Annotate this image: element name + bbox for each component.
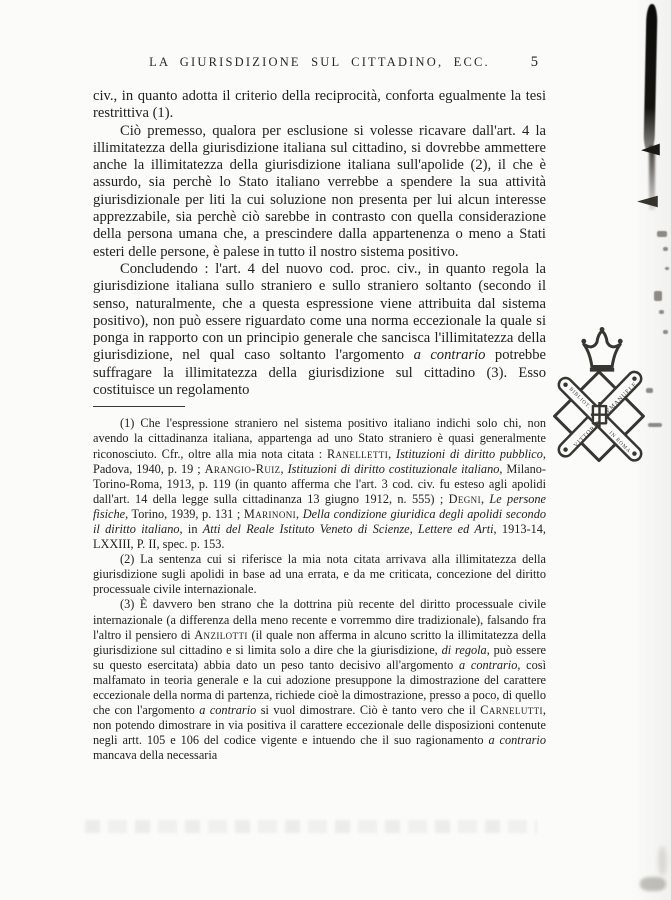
page-number: 5 [530,54,538,70]
stamp-text-left-edge: BIBLIOT. [567,386,592,411]
footnote-3: (3) È davvero ben strano che la dottrina più recente del diritto processuale civile internazionale (a differenza della meno recente e vorremmo dire tradizionale), falsando fra l'altro il pensiero di Anzilotti (il quale non afferma in alcuno scritto la illimitatezza della giurisdizione sul cittadino e si limita solo a dire che la giurisdizione, di regola, può essere su questo esercitata) abbia dato un peso tanto decisivo all'argomento a contrario, così malfamato in teoria generale e la cui adozione presuppone la dimostrazione del carattere eccezionale della norma di partenza, richiede cioè la dimostrazione, presso a poco, di quello che con l'argomento a contrario si vuol dimostrare. Ciò è tanto vero che il Carnelutti, non potendo dimostrare in via positiva il carattere eccezionale delle disposizioni contenute negli artt. 105 e 106 del codice vigente e intuendo che il suo ragionamento a contrario mancava della necessaria [93,597,546,763]
stamp-crown-icon [581,327,622,370]
bleed-through-text [85,820,537,833]
scan-speck [648,423,662,427]
footnote-1: (1) Che l'espressione straniero nel sistema positivo italiano indichi solo chi, non avendo la cittadinanza italiana, appartenga ad uno Stato straniero è quasi generalmente riconosciuto. Cfr., oltre alla mia nota citata : Ranelletti, Istituzioni di diritto pubblico, Padova, 1940, p. 19 ; Arangio-Ruiz, Istituzioni di diritto costituzionale italiano, Milano-Torino-Roma, 1913, p. 119 (in quanto afferma che l'art. 3 cod. civ. fu esteso agli apolidi dall'art. 14 della legge sulla cittadinanza 13 giugno 1912, n. 555) ; Degni, Le persone fisiche, Torino, 1939, p. 131 ; Marinoni, Della condizione giuridica degli apolidi secondo il diritto italiano, in Atti del Reale Istituto Veneto di Scienze, Lettere ed Arti, 1913-14, LXXIII, P. II, spec. p. 153. [93,416,547,552]
stamp-text-lower-band: VITTORIO [572,418,603,450]
paragraph-2: Ciò premesso, qualora per esclusione si volesse ricavare dall'art. 4 la illimitatezza della giurisdizione italiana sul cittadino, si dovrebbe ammettere anche la illimitatezza della giurisdizione italiana sull'apolide (2), il che è assurdo, sia perchè lo Stato italiano verrebbe a spendere la sua attività giurisdizionale per liti la cui soluzione non presenta per lui alcun interesse apprezzabile, sia perchè ciò sarebbe in contrasto con quella considerazione della persona umana che, a prescindere dalla appartenenza o meno a Stati esteri delle persone, è palese in tutto il nostro sistema positivo. [93,122,546,260]
footnote-separator [93,406,185,407]
scan-speck [665,267,669,270]
scan-smudge [637,195,658,208]
paragraph-3: Concludendo : l'art. 4 del nuovo cod. proc. civ., in quanto regola la giurisdizione italiana sullo straniero e sullo straniero soltanto (secondo il senso, naturalmente, che a questa espressione viene attribuita dal sistema positivo), non può essere riguardato come una norma eccezionale la quale si ponga in rapporto con un principio generale che sancisca l'illimitatezza della giurisdizione, nel qual caso soltanto l'argomento a contrario potrebbe suffragare la illimitatezza della giurisdizione sul cittadino (3). Esso costituisce un regolamento [93,260,546,399]
footnotes [93,416,546,763]
text-column [93,88,546,764]
scan-speck [654,291,662,301]
scan-streak [649,146,655,210]
scan-speck [657,231,667,237]
main-text [93,88,546,399]
scan-smudge [640,877,666,891]
stamp-text-upper-band: EMANUELE [604,380,639,415]
stamp-text-right-edge: IN ROMA [607,430,632,455]
library-stamp-icon [551,326,649,480]
scan-streak [643,4,657,152]
scan-speck [659,310,664,314]
page-header [93,55,546,71]
scan-speck [663,330,668,334]
scan-smudge [658,846,667,876]
footnote-2: (2) La sentenza cui si riferisce la mia nota citata arrivava alla illimitatezza della giurisdizione sugli apolidi in base ad una errata, e da me criticata, concezione del diritto processuale civile internazionale. [93,552,546,597]
scan-smudge [641,142,660,157]
scan-speck [663,247,668,251]
running-title: LA GIURISDIZIONE SUL CITTADINO, ECC. [149,55,490,69]
paragraph-1: civ., in quanto adotta il criterio della reciprocità, conforta egualmente la tesi restrittiva (1). [93,88,546,122]
